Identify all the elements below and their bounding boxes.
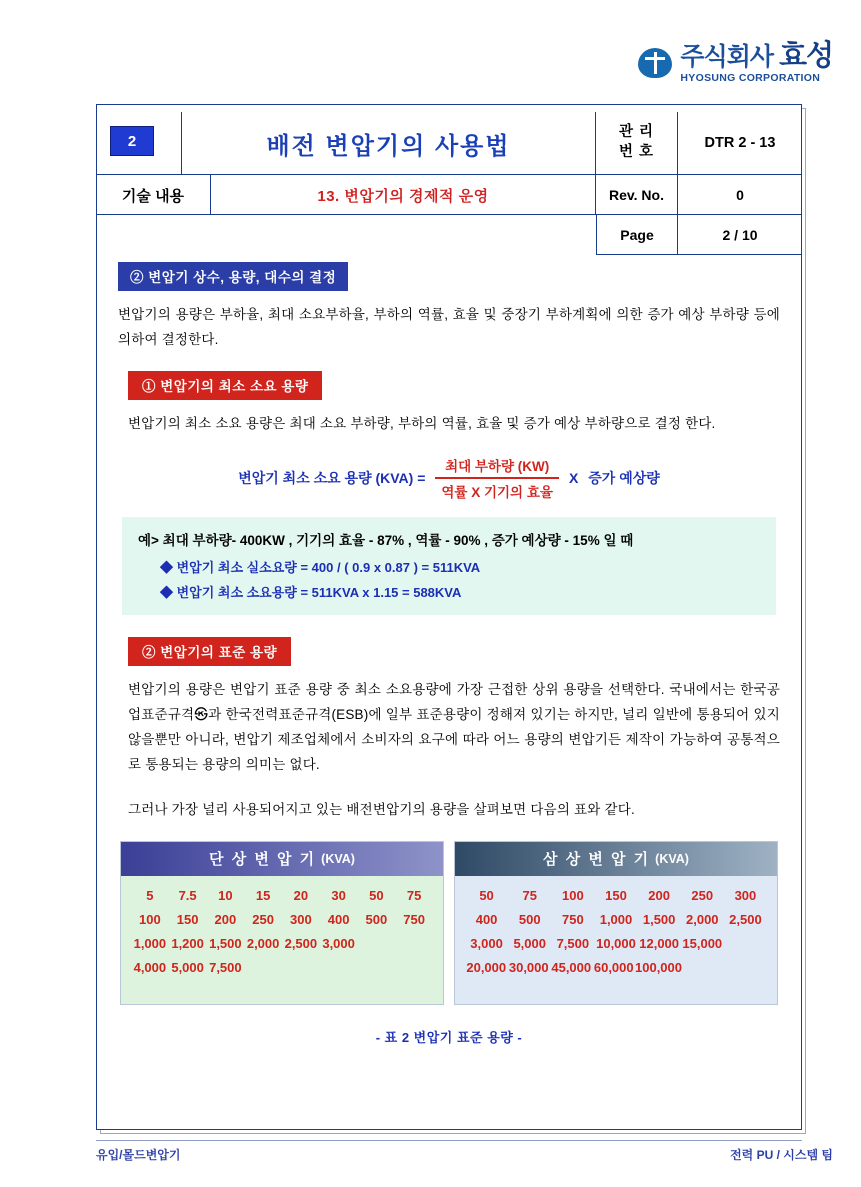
single-phase-table-title: 단 상 변 압 기 (209, 851, 317, 869)
mgmt-no-label-line1: 관 리 (618, 124, 655, 141)
cell-empty (282, 960, 320, 975)
three-phase-table-body (455, 876, 777, 1004)
table-row (131, 912, 433, 927)
cell: 250 (252, 911, 274, 927)
subsection-1-paragraph: 변압기의 최소 소요 용량은 최대 소요 부하량, 부하의 역률, 효율 및 증가 예상 부하량으로 결정 한다. (128, 415, 716, 431)
header-row-subtitle (96, 175, 802, 215)
cell-empty (320, 960, 358, 975)
cell-empty (395, 936, 433, 951)
cell: 15 (255, 887, 271, 903)
subsection-1-heading-bar: ① 변압기의 최소 소요 용량 (128, 371, 322, 400)
section-intro-paragraph: 변압기의 용량은 부하율, 최대 소요부하율, 부하의 역률, 효율 및 중장기 부하계획에 의한 증가 예상 부하량 등에 의하여 결정한다. (118, 307, 780, 347)
cell: 50 (369, 887, 384, 903)
cell-empty (395, 960, 433, 975)
cell: 20 (293, 887, 309, 903)
document-body (96, 262, 802, 1046)
document-title: 배전 변압기의 사용법 (182, 112, 596, 174)
cell-empty (725, 960, 768, 975)
cell: 1,200 (171, 935, 204, 951)
single-phase-table-unit: (KVA) (321, 851, 355, 866)
cell: 5 (146, 887, 154, 903)
table-row (131, 936, 433, 951)
table-row (131, 888, 433, 903)
formula-fraction (435, 455, 559, 501)
document-header-table (96, 112, 802, 255)
cell: 20,000 (466, 959, 507, 975)
standard-capacity-tables (120, 841, 778, 1005)
subsection-1 (118, 371, 780, 615)
cell: 100 (139, 911, 161, 927)
document-subtitle: 13. 변압기의 경제적 운영 (211, 175, 596, 215)
example-item: ◆ 변압기 최소 실소요량 = 400 / ( 0.9 x 0.87 ) = 511KVA (160, 559, 481, 575)
three-phase-transformer-table (454, 841, 778, 1005)
cell: 5,000 (171, 959, 204, 975)
cell: 300 (734, 887, 757, 903)
cell: 750 (562, 911, 584, 927)
formula-numerator: 최대 부하량 (KW) (445, 458, 550, 474)
rev-no-label: Rev. No. (596, 175, 678, 215)
three-phase-table-title: 삼 상 변 압 기 (543, 851, 651, 869)
cell: 1,500 (642, 911, 676, 927)
cell: 400 (475, 911, 498, 927)
subsection-2 (118, 637, 780, 823)
table-row (465, 912, 767, 927)
section-heading-bar: ② 변압기 상수, 용량, 대수의 결정 (118, 262, 348, 291)
cell-empty (724, 936, 767, 951)
single-phase-table-body (121, 876, 443, 1004)
cell: 30 (331, 887, 346, 903)
cell: 75 (522, 887, 537, 903)
cell: 150 (605, 887, 627, 903)
cell-empty (358, 960, 396, 975)
cell-empty (682, 960, 725, 975)
cell: 100 (562, 887, 584, 903)
cell-empty (244, 960, 282, 975)
formula-denominator: 역률 X 기기의 효율 (441, 484, 553, 500)
cell-empty (358, 936, 396, 951)
rev-no-value: 0 (736, 187, 744, 203)
cell: 3,000 (322, 935, 355, 951)
subsection-2-heading-bar: ② 변압기의 표준 용량 (128, 637, 291, 666)
tech-content-label: 기술 내용 (96, 175, 211, 215)
header-row-page (96, 215, 802, 255)
cell: 30,000 (508, 959, 549, 975)
formula-multiply-sign: X (568, 469, 579, 486)
example-item: ◆ 변압기 최소 소요용량 = 511KVA x 1.15 = 588KVA (160, 584, 462, 600)
cell: 150 (176, 911, 199, 927)
cell: 400 (327, 911, 350, 927)
footer-left-text: 유입/몰드변압기 (96, 1148, 181, 1162)
cell: 2,500 (284, 935, 318, 951)
cell: 7,500 (556, 935, 590, 951)
cell: 200 (214, 911, 237, 927)
single-phase-table-header (121, 842, 443, 876)
page-value: 2 / 10 (678, 215, 802, 255)
formula-right-hand-side: 증가 예상량 (588, 469, 660, 486)
header-row-title (96, 112, 802, 175)
cell: 50 (479, 887, 494, 903)
page-label: Page (596, 215, 678, 255)
cell: 2,500 (729, 911, 762, 927)
header-spacer (96, 215, 596, 255)
page-footer (96, 1146, 833, 1163)
example-box (122, 517, 776, 615)
chapter-number-cell (96, 112, 182, 174)
cell: 100,000 (635, 959, 682, 975)
cell: 1,000 (133, 935, 167, 951)
cell: 200 (648, 887, 670, 903)
cell: 750 (403, 911, 425, 927)
hyosung-emblem-icon (638, 48, 672, 78)
logo-korean-name: 주식회사 효성 (680, 40, 833, 72)
table-row (465, 936, 767, 951)
minimum-capacity-formula (118, 455, 780, 501)
table-row (465, 960, 767, 975)
formula-left-hand-side: 변압기 최소 소요 용량 (KVA) = (238, 469, 426, 486)
cell: 2,000 (686, 911, 719, 927)
table-row (131, 960, 433, 975)
cell: 250 (691, 887, 714, 903)
logo-english-name: HYOSUNG CORPORATION (680, 72, 821, 84)
cell: 1,500 (209, 935, 242, 951)
table-caption: - 표 2 변압기 표준 용량 - (375, 1029, 523, 1045)
cell: 2,000 (246, 935, 280, 951)
cell: 1,000 (599, 911, 633, 927)
company-logo (638, 42, 833, 84)
chapter-number-badge: 2 (110, 126, 154, 156)
example-given-line: 예> 최대 부하량- 400KW , 기기의 효율 - 87% , 역률 - 90% , 증가 예상량 - 15% 일 때 (138, 532, 634, 548)
single-phase-transformer-table (120, 841, 444, 1005)
cell: 4,000 (133, 959, 167, 975)
three-phase-table-header (455, 842, 777, 876)
mgmt-no-value: DTR 2 - 13 (704, 135, 776, 151)
cell: 60,000 (593, 959, 634, 975)
cell: 10,000 (596, 935, 636, 951)
cell: 5,000 (513, 935, 546, 951)
subsection-2-paragraph-1: 변압기의 용량은 변압기 표준 용량 중 최소 소요용량에 가장 근접한 상위 용량을 선택한다. 국내에서는 한국공업표준규격㉿과 한국전력표준규격(ESB)에 일부 표준용량이 정해져 있기는 하지만, 널리 일반에 통용되어 있지 않을뿐만 아니라, 변압기 제조업체에서 소비자의 요구에 따라 어느 용량의 변압기든 제작이 가능하여 공통적으로 통용되는 용량의 의미는 없다. (128, 681, 780, 772)
cell: 75 (406, 887, 422, 903)
cell: 3,000 (470, 935, 503, 951)
cell: 45,000 (551, 959, 592, 975)
cell: 15,000 (682, 935, 723, 951)
three-phase-table-unit: (KVA) (655, 851, 689, 866)
cell: 7.5 (178, 887, 197, 903)
footer-right-text: 전력 PU / 시스템 팀 (730, 1148, 833, 1162)
cell: 10 (218, 887, 233, 903)
mgmt-no-label (596, 112, 678, 174)
cell: 500 (365, 911, 388, 927)
cell: 7,500 (209, 959, 242, 975)
logo-text (680, 42, 833, 84)
subsection-2-paragraph-2: 그러나 가장 널리 사용되어지고 있는 배전변압기의 용량을 살펴보면 다음의 표와 같다. (128, 801, 635, 817)
table-row (465, 888, 767, 903)
mgmt-no-label-line2: 번 호 (618, 144, 655, 160)
footer-divider (96, 1140, 802, 1141)
cell: 300 (290, 911, 312, 927)
cell: 500 (518, 911, 541, 927)
cell: 12,000 (639, 935, 680, 951)
